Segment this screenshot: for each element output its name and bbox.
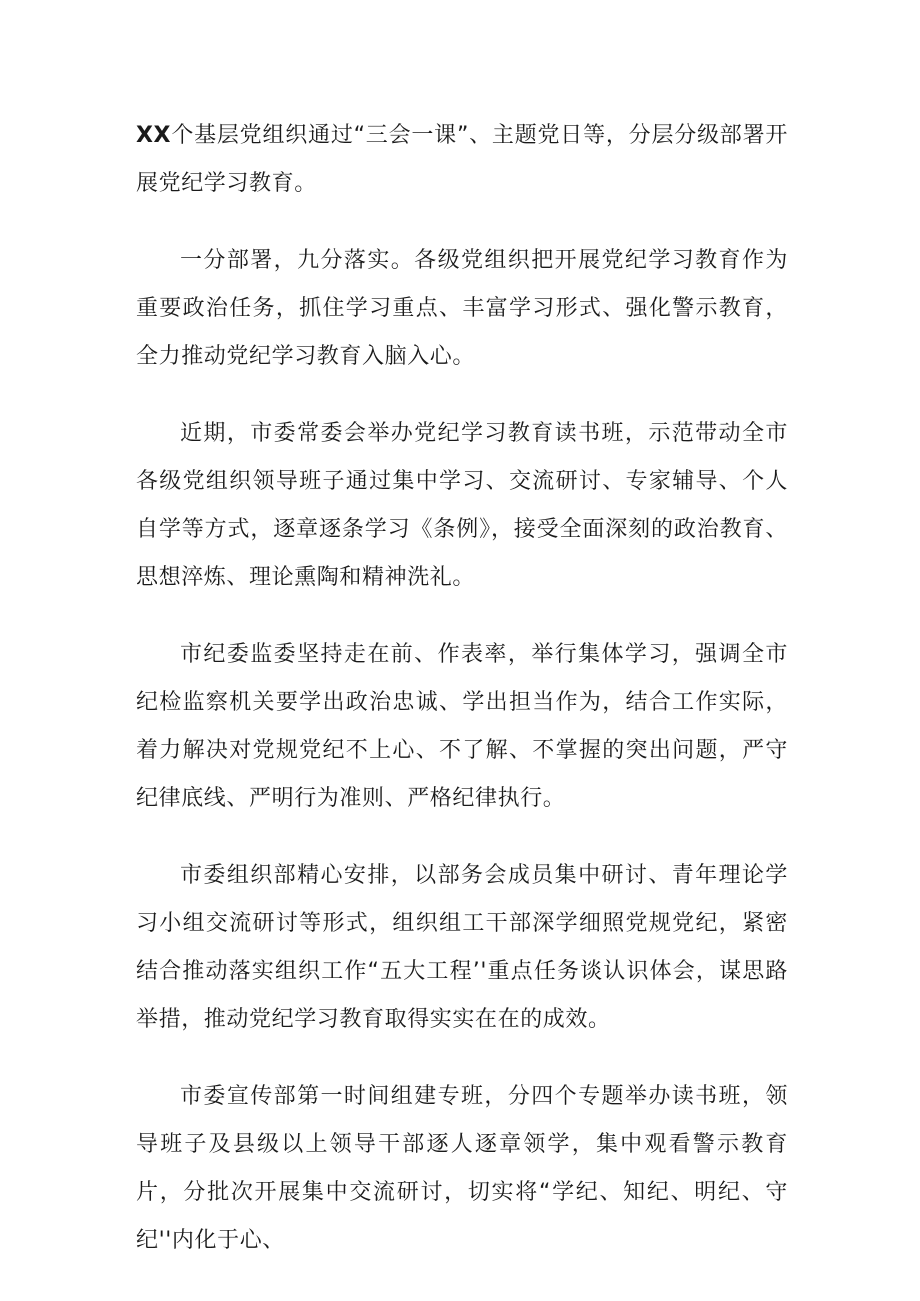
document-body bbox=[136, 112, 788, 1294]
paragraph-6: 市委宣传部第一时间组建专班，分四个专题举办读书班，领导班子及县级以上领导干部逐人逐章领学，集中观看警示教育片，分批次开展集中交流研讨，切实将“学纪、知纪、明纪、守纪''内化于心、 bbox=[136, 1084, 788, 1253]
paragraph-4: 市纪委监委坚持走在前、作表率，举行集体学习，强调全市纪检监察机关要学出政治忠诚、学出担当作为，结合工作实际，着力解决对党规党纪不上心、不了解、不掌握的突出问题，严守纪律底线、严明行为准则、严格纪律执行。 bbox=[136, 642, 788, 811]
paragraph-3: 近期，市委常委会举办党纪学习教育读书班，示范带动全市各级党组织领导班子通过集中学习、交流研讨、专家辅导、个人自学等方式，逐章逐条学习《条例》，接受全面深刻的政治教育、思想淬炼、理论熏陶和精神洗礼。 bbox=[136, 421, 788, 590]
paragraph-1-text: 个基层党组织通过“三会一课”、主题党日等，分层分级部署开展党纪学习教育。 bbox=[136, 123, 788, 196]
paragraph-1 bbox=[136, 112, 788, 208]
paragraph-5: 市委组织部精心安排，以部务会成员集中研讨、青年理论学习小组交流研讨等形式，组织组工干部深学细照党规党纪，紧密结合推动落实组织工作“五大工程’'重点任务谈认识体会，谋思路举措，推动党纪学习教育取得实实在在的成效。 bbox=[136, 863, 788, 1032]
paragraph-1-lead: XX bbox=[136, 123, 172, 148]
paragraph-2: 一分部署，九分落实。各级党组织把开展党纪学习教育作为重要政治任务，抓住学习重点、丰富学习形式、强化警示教育，全力推动党纪学习教育入脑入心。 bbox=[136, 248, 788, 369]
